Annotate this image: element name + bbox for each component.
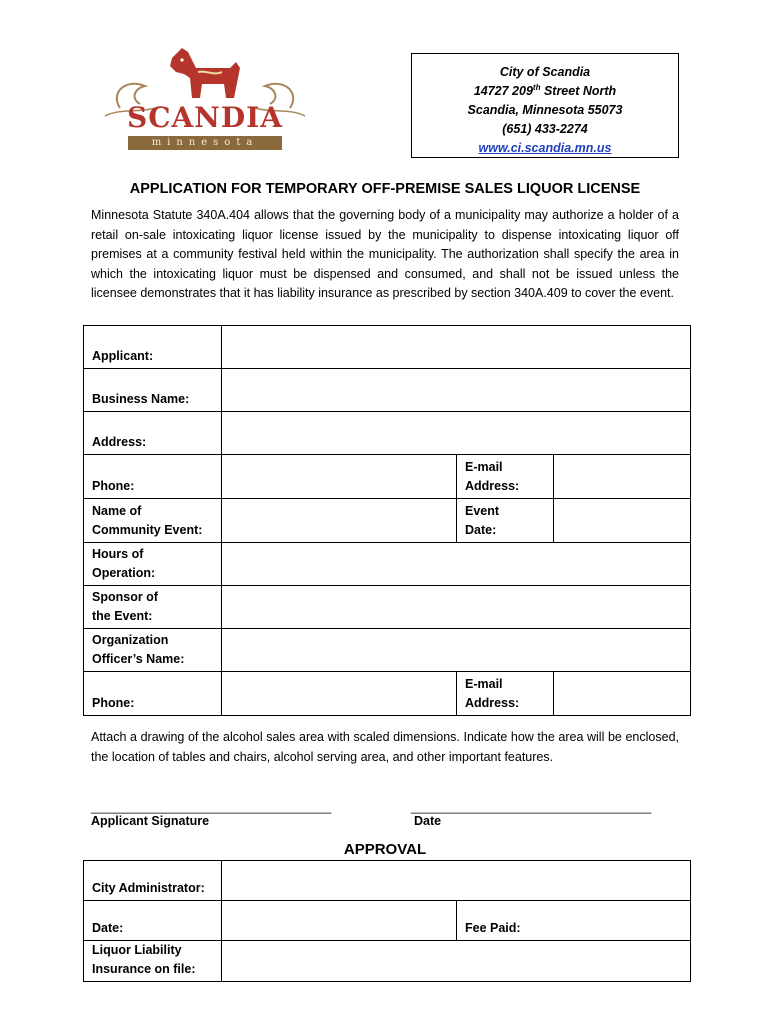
hours-label: Hours of Operation:: [84, 543, 222, 586]
officer-label: Organization Officer’s Name:: [84, 629, 222, 672]
business-name-label: Business Name:: [84, 369, 222, 412]
address-label: Address:: [84, 412, 222, 455]
logo-wordmark: SCANDIA: [127, 101, 283, 134]
approval-date-field[interactable]: [222, 901, 457, 941]
fee-paid-label: Fee Paid:: [457, 901, 691, 941]
officer-field[interactable]: [222, 629, 691, 672]
applicant-label: Applicant:: [84, 326, 222, 369]
city-address-box: [411, 53, 679, 158]
phone-label: Phone:: [84, 455, 222, 499]
hours-field[interactable]: [222, 543, 691, 586]
business-name-field[interactable]: [222, 369, 691, 412]
attach-instructions: Attach a drawing of the alcohol sales area with scaled dimensions. Indicate how the area will be enclosed, the location of tables and chairs, alcohol serving area, and other important features.: [91, 730, 679, 764]
email2-field[interactable]: [554, 672, 691, 716]
applicant-field[interactable]: [222, 326, 691, 369]
city-admin-field[interactable]: [222, 861, 691, 901]
applicant-form: [83, 325, 691, 716]
sponsor-field[interactable]: [222, 586, 691, 629]
city-admin-label: City Administrator:: [84, 861, 222, 901]
community-event-field[interactable]: [222, 499, 457, 543]
approval-date-label: Date:: [84, 901, 222, 941]
community-event-label: Name of Community Event:: [84, 499, 222, 543]
address-field[interactable]: [222, 412, 691, 455]
phone2-label: Phone:: [84, 672, 222, 716]
phone2-field[interactable]: [222, 672, 457, 716]
sponsor-label: Sponsor of the Event:: [84, 586, 222, 629]
city-name: City of Scandia: [499, 65, 591, 79]
city-website-link[interactable]: www.ci.scandia.mn.us: [478, 141, 612, 155]
approval-form: [83, 860, 691, 982]
insurance-label: Liquor Liability Insurance on file:: [84, 941, 222, 982]
email-label: E-mail Address:: [457, 455, 554, 499]
email-field[interactable]: [554, 455, 691, 499]
applicant-signature-label: Applicant Signature: [91, 814, 210, 828]
date-signature-line[interactable]: ____________________________________: [411, 800, 652, 814]
city-phone: (651) 433-2274: [502, 122, 588, 136]
date-label: Date: [414, 814, 442, 828]
intro-paragraph: Minnesota Statute 340A.404 allows that the governing body of a municipality may authorize a holder of a retail on-sale intoxicating liquor license issued by the municipality to dispense intoxicating liquor off premises at a community festival held within the municipality. The authorization shall specify the area in which the intoxicating liquor must be dispensed and consumed, and shall not be issued unless the licensee demonstrates that it has liability insurance as prescribed by section 340A.409 to cover the event.: [91, 208, 679, 300]
page-title: APPLICATION FOR TEMPORARY OFF-PREMISE SALES LIQUOR LICENSE: [129, 181, 641, 197]
email2-label: E-mail Address:: [457, 672, 554, 716]
event-date-field[interactable]: [554, 499, 691, 543]
approval-heading: APPROVAL: [343, 841, 427, 858]
scandia-logo: [100, 38, 310, 163]
street-address: 14727 209th Street North: [473, 82, 617, 98]
phone-field[interactable]: [222, 455, 457, 499]
logo-subtitle: minnesota: [128, 136, 282, 150]
event-date-label: Event Date:: [457, 499, 554, 543]
city-state-zip: Scandia, Minnesota 55073: [467, 103, 623, 117]
applicant-signature-line[interactable]: ____________________________________: [91, 800, 332, 814]
insurance-field[interactable]: [222, 941, 691, 982]
